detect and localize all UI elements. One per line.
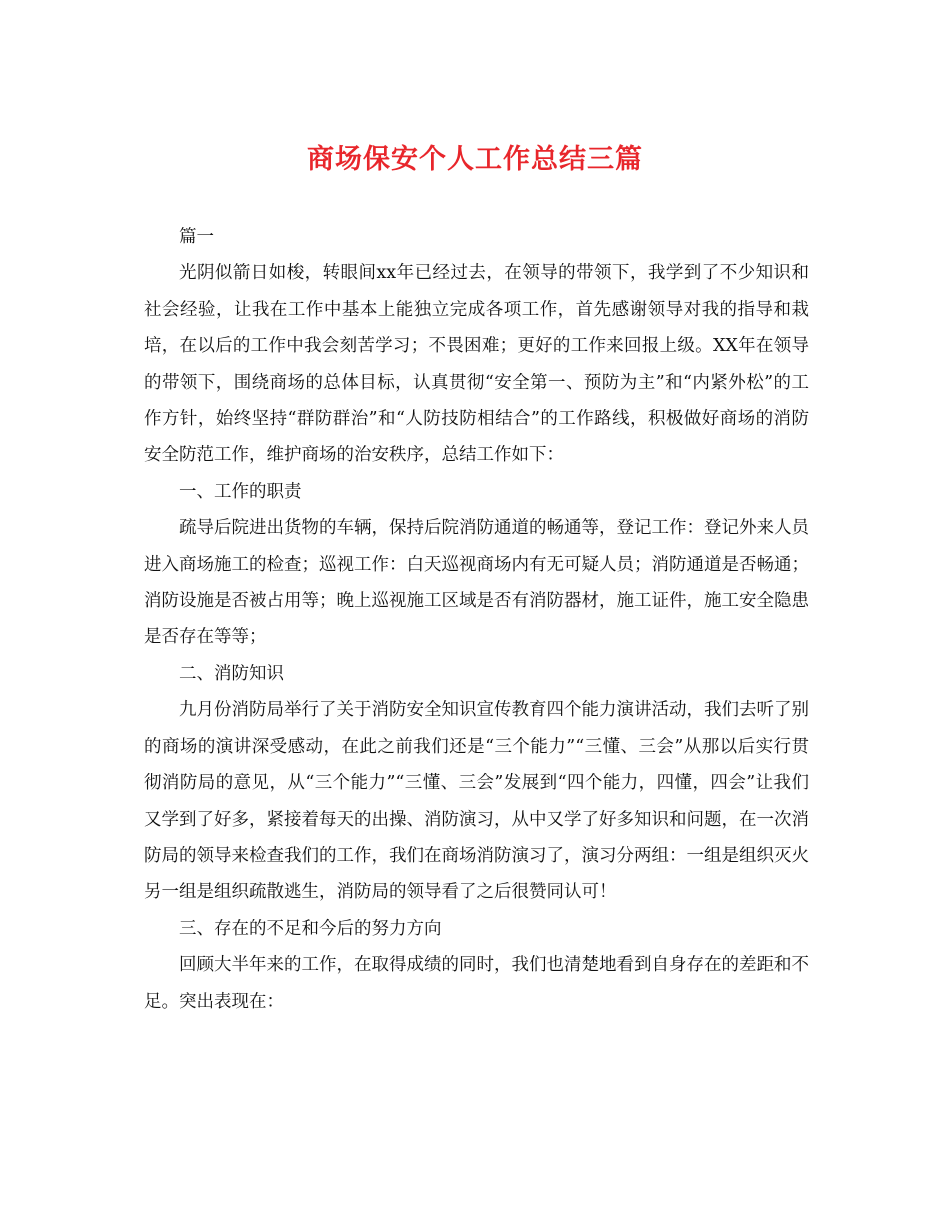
intro-paragraph: 光阴似箭日如梭，转眼间xx年已经过去，在领导的带领下，我学到了不少知识和社会经验，让我在工作中基本上能独立完成各项工作，首先感谢领导对我的指导和栽培，在以后的工作中我会刻苦学习；不畏困难；更好的工作来回报上级。XX年在领导的带领下，围绕商场的总体目标，认真贯彻“安全第一、预防为主”和“内紧外松”的工作方针，始终坚持“群防群治”和“人防技防相结合”的工作路线，积极做好商场的消防安全防范工作，维护商场的治安秩序，总结工作如下：: [144, 263, 809, 466]
heading-duties: 一、工作的职责: [179, 481, 302, 502]
heading-shortcomings: 三、存在的不足和今后的努力方向: [179, 918, 442, 939]
fire-knowledge-paragraph: 九月份消防局举行了关于消防安全知识宣传教育四个能力演讲活动，我们去听了别的商场的演讲深受感动，在此之前我们还是“三个能力”“三懂、三会”从那以后实行贯彻消防局的意见，从“三个能力”“三懂、三会”发展到“四个能力，四懂，四会”让我们又学到了好多，紧接着每天的出操、消防演习，从中又学了好多知识和问题，在一次消防局的领导来检查我们的工作，我们在商场消防演习了，演习分两组：一组是组织灭火另一组是组织疏散逃生，消防局的领导看了之后很赞同认可！: [144, 700, 809, 903]
document-body: [144, 219, 809, 1020]
shortcomings-paragraph: 回顾大半年来的工作，在取得成绩的同时，我们也清楚地看到自身存在的差距和不足。突出表现在：: [144, 955, 809, 1012]
document-title: 商场保安个人工作总结三篇: [307, 144, 643, 175]
heading-fire-knowledge: 二、消防知识: [179, 663, 284, 684]
duties-paragraph: 疏导后院进出货物的车辆，保持后院消防通道的畅通等，登记工作：登记外来人员进入商场施工的检查；巡视工作：白天巡视商场内有无可疑人员；消防通道是否畅通；消防设施是否被占用等；晚上巡视施工区域是否有消防器材，施工证件，施工安全隐患是否存在等等；: [144, 518, 809, 648]
section-label-part-one: 篇一: [179, 227, 214, 247]
